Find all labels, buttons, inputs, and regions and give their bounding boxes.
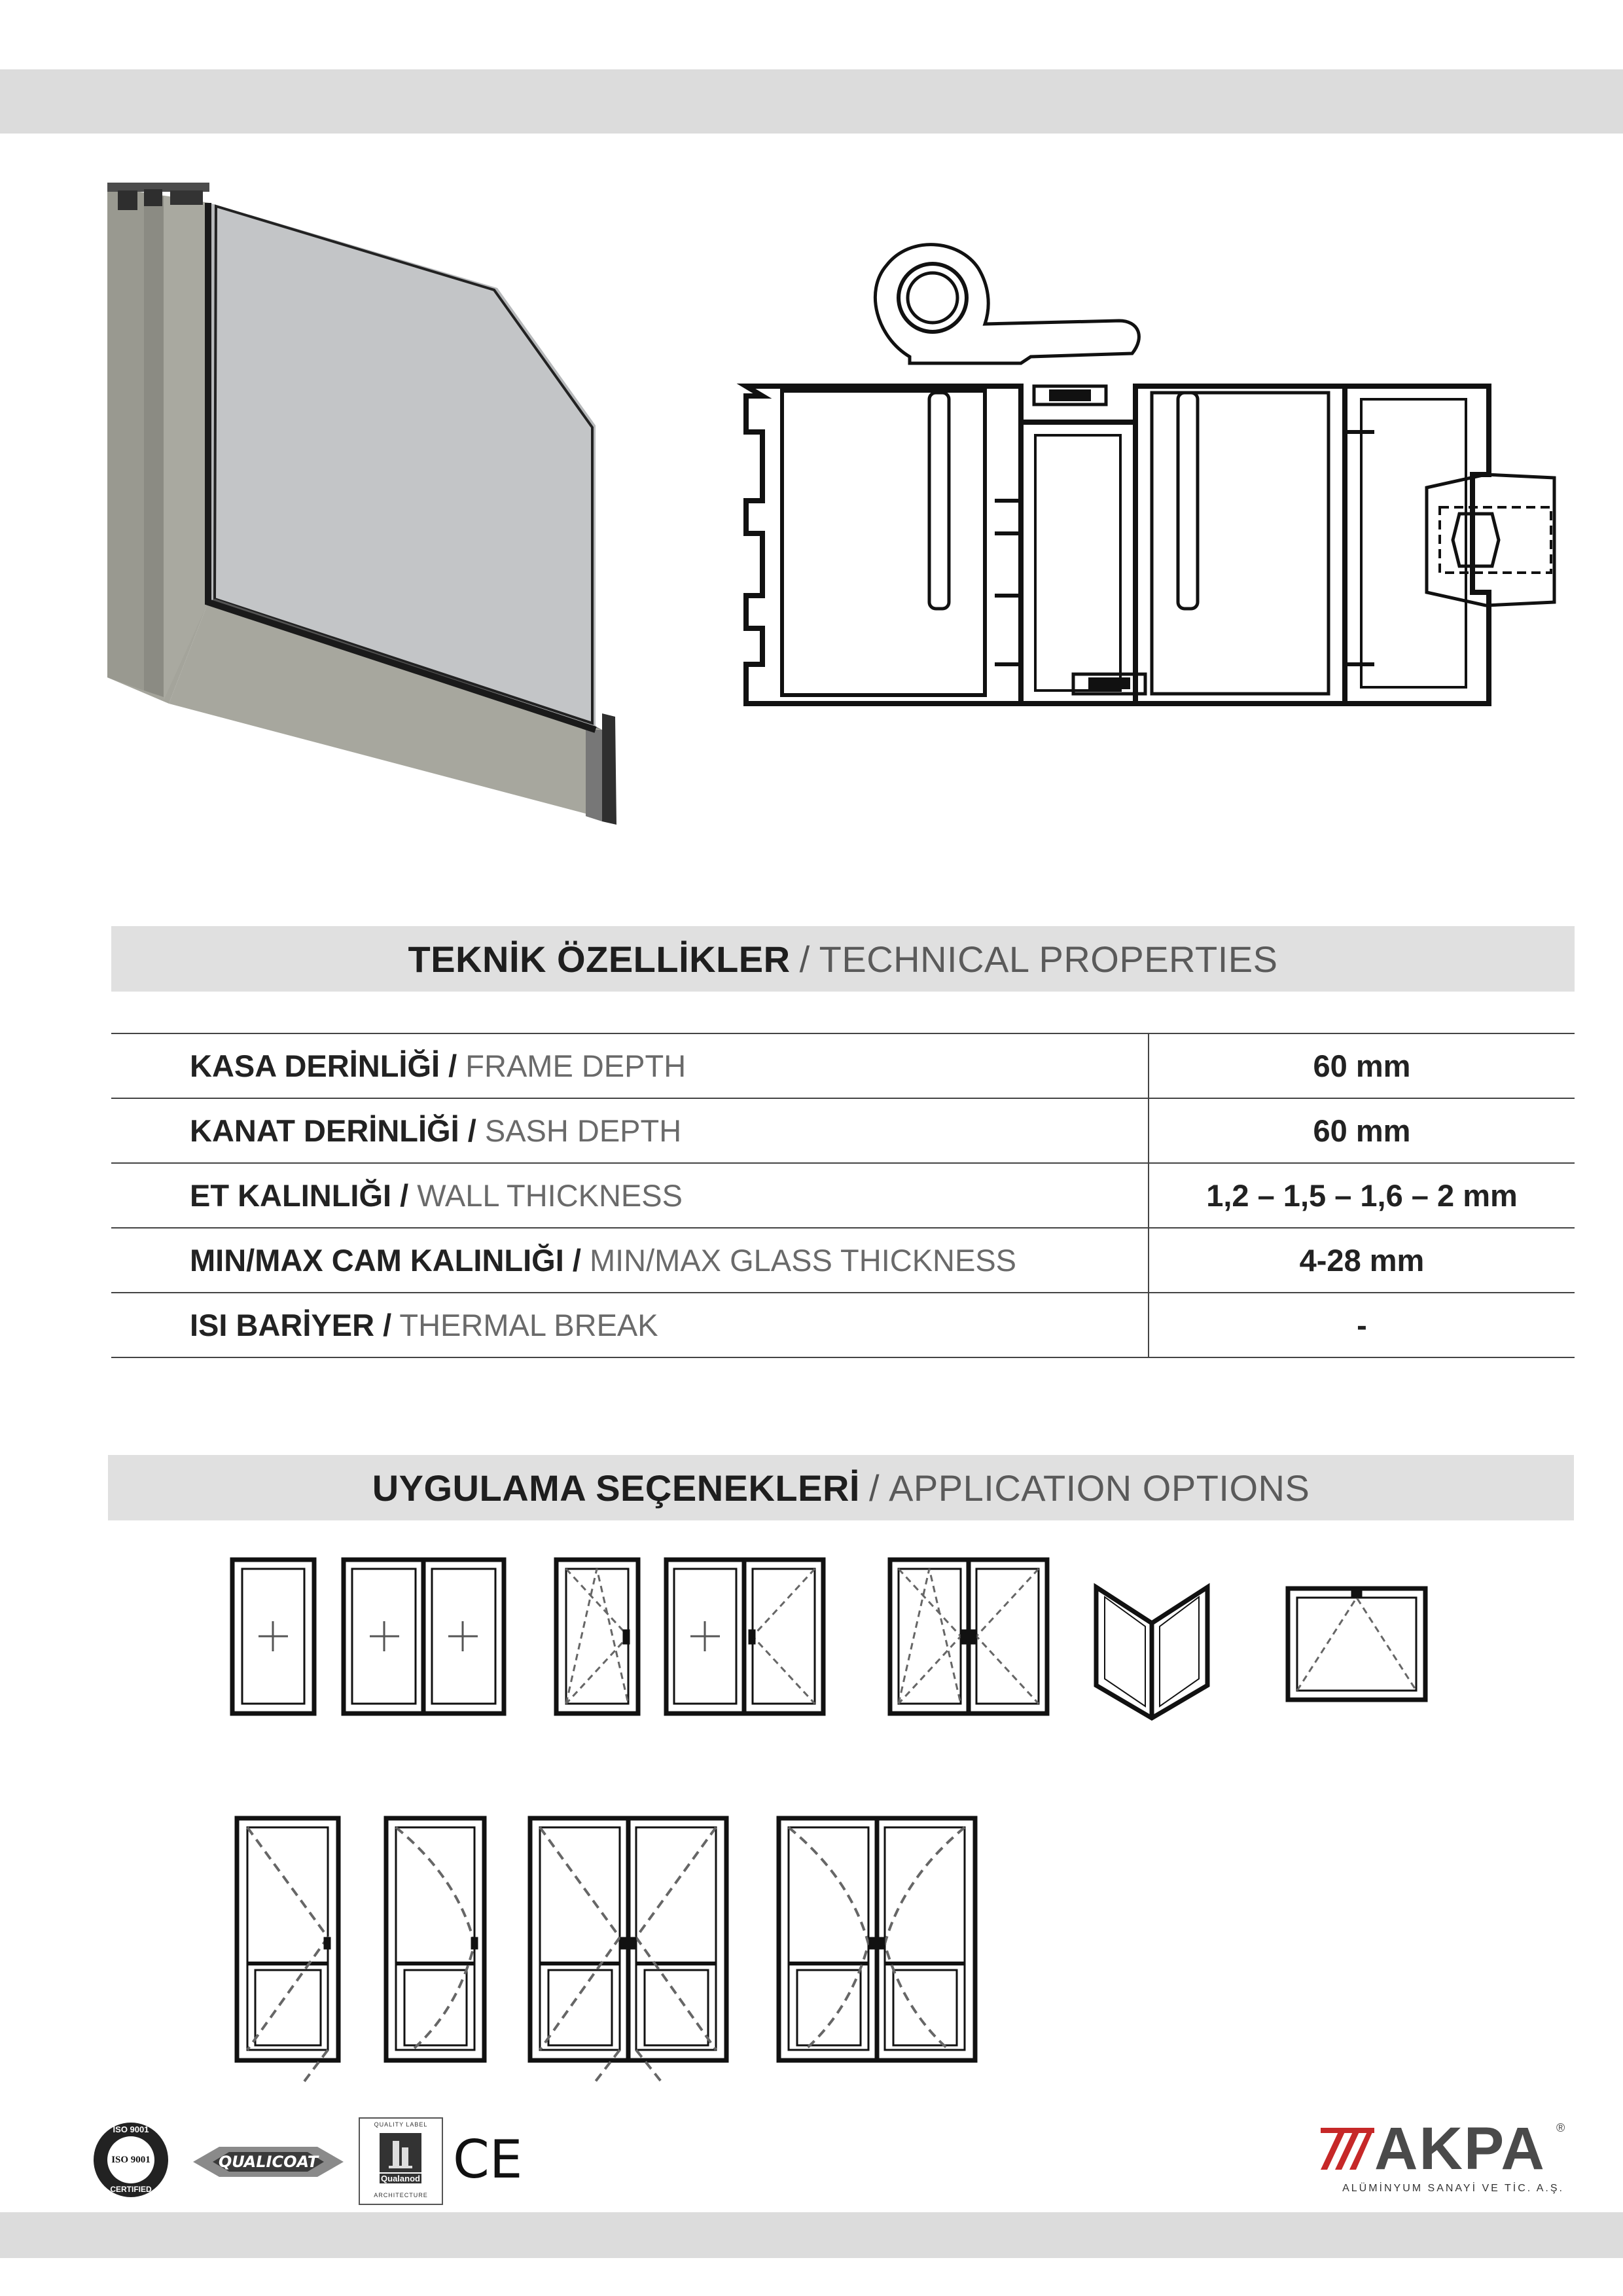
iso-ring-top: ISO 9001 <box>113 2125 149 2134</box>
iso-center-text: ISO 9001 <box>111 2155 151 2165</box>
brand-tagline: ALÜMİNYUM SANAYİ VE TİC. A.Ş. <box>1342 2183 1564 2194</box>
qualanod-name: Qualanod <box>380 2174 421 2183</box>
label-tr: MIN/MAX CAM KALINLIĞI / <box>190 1243 581 1278</box>
application-title-tr: UYGULAMA SEÇENEKLERİ <box>372 1467 860 1509</box>
single-door-swing-icon <box>386 1818 484 2060</box>
qualicoat-text: QUALICOAT <box>218 2153 319 2171</box>
top-band <box>0 69 1623 134</box>
application-options-title-bar <box>108 1455 1574 1520</box>
property-label <box>111 1033 1149 1098</box>
tilt-turn-window-icon <box>556 1560 638 1713</box>
qualicoat-logo <box>193 2139 344 2185</box>
property-value: 60 mm <box>1149 1033 1575 1098</box>
technical-title-en: TECHNICAL PROPERTIES <box>819 938 1278 980</box>
label-tr: KANAT DERİNLİĞİ / <box>190 1113 476 1148</box>
table-row <box>111 1228 1575 1293</box>
akpa-logo <box>1315 2117 1564 2196</box>
table-row <box>111 1098 1575 1163</box>
property-value: 60 mm <box>1149 1098 1575 1163</box>
ce-mark: CE <box>453 2129 523 2190</box>
application-title-en: APPLICATION OPTIONS <box>889 1467 1310 1509</box>
label-en: MIN/MAX GLASS THICKNESS <box>589 1243 1017 1278</box>
profile-3d-image <box>98 167 635 828</box>
label-en: WALL THICKNESS <box>417 1178 683 1213</box>
door-options-row <box>229 1813 988 2088</box>
fixed-double-window-icon <box>344 1560 504 1713</box>
title-separator: / <box>869 1467 880 1509</box>
table-row <box>111 1033 1575 1098</box>
corner-window-icon <box>1096 1587 1207 1718</box>
property-value: - <box>1149 1293 1575 1357</box>
property-value: 1,2 – 1,5 – 1,6 – 2 mm <box>1149 1163 1575 1228</box>
iso-ring-bottom: CERTIFIED <box>110 2185 152 2194</box>
double-door-icon <box>530 1818 726 2081</box>
table-row <box>111 1293 1575 1357</box>
label-en: THERMAL BREAK <box>399 1308 658 1342</box>
akpa-logo-mark <box>1315 2125 1374 2171</box>
brand-name: AKPA <box>1374 2115 1546 2182</box>
label-tr: ET KALINLIĞI / <box>190 1178 409 1213</box>
property-label <box>111 1163 1149 1228</box>
technical-title-tr: TEKNİK ÖZELLİKLER <box>408 938 791 980</box>
table-row <box>111 1163 1575 1228</box>
property-label <box>111 1228 1149 1293</box>
title-separator: / <box>799 938 810 980</box>
profile-cross-section-drawing <box>733 226 1571 723</box>
label-tr: KASA DERİNLİĞİ / <box>190 1049 457 1083</box>
qualanod-top-text: QUALITY LABEL <box>374 2121 428 2128</box>
single-door-icon <box>237 1818 338 2081</box>
label-en: FRAME DEPTH <box>465 1049 687 1083</box>
label-tr: ISI BARİYER / <box>190 1308 392 1342</box>
label-en: SASH DEPTH <box>484 1113 682 1148</box>
window-options-row <box>223 1554 1453 1725</box>
double-tilt-turn-window-icon <box>890 1560 1047 1713</box>
property-label <box>111 1293 1149 1357</box>
technical-properties-table <box>111 1033 1575 1358</box>
double-door-swing-icon <box>779 1818 975 2060</box>
qualanod-emblem <box>380 2133 421 2172</box>
qualanod-bottom-text: ARCHITECTURE <box>374 2192 428 2198</box>
iso-9001-logo <box>92 2121 170 2199</box>
property-label <box>111 1098 1149 1163</box>
bottom-band <box>0 2212 1623 2258</box>
property-value: 4-28 mm <box>1149 1228 1575 1293</box>
top-hung-window-icon <box>1288 1588 1425 1700</box>
technical-properties-title-bar <box>111 926 1575 992</box>
fixed-and-tilt-turn-window-icon <box>666 1560 823 1713</box>
qualanod-logo <box>359 2117 443 2205</box>
brand-registered: ® <box>1556 2121 1565 2134</box>
fixed-window-icon <box>232 1560 314 1713</box>
